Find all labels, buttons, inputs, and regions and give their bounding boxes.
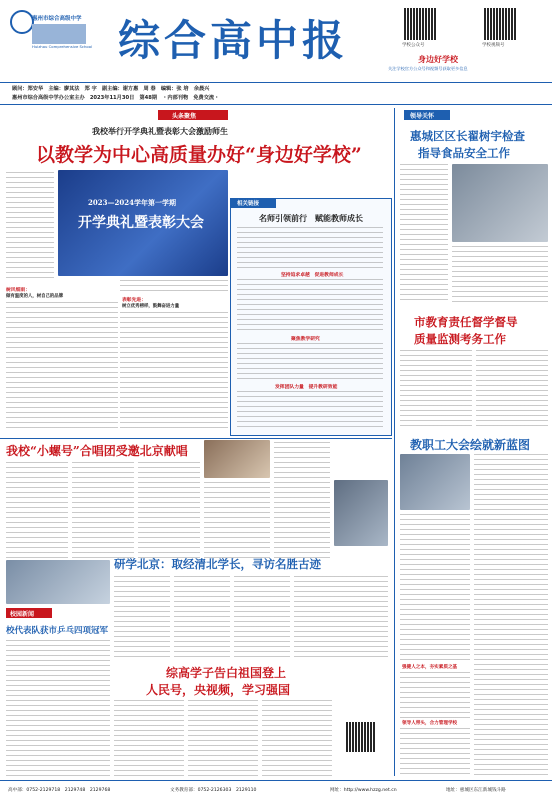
logo-seal-icon <box>10 10 34 34</box>
lead-text-col1 <box>6 172 54 278</box>
mid-headline: 我校“小螺号”合唱团受邀北京献唱 <box>6 444 188 458</box>
right-headline-4: 质量监测考务工作 <box>414 332 506 346</box>
right-text-3 <box>400 350 472 428</box>
right-sub-2: 领导人带头，合力管理学校 <box>402 721 458 726</box>
mid-headline-4: 人民号，央视频，学习强国 <box>146 683 291 697</box>
logo-caption: 惠州市综合高级中学 <box>32 16 82 22</box>
mid-text-9 <box>294 576 388 658</box>
side-heading: 表彰先进： <box>122 297 146 303</box>
right-text-9 <box>474 664 548 776</box>
right-text-8 <box>400 728 470 776</box>
related-text-1 <box>237 227 383 269</box>
slogan-title: 身边好学校 <box>418 54 458 64</box>
footer-rule <box>0 780 552 781</box>
lead-subtitle: 我校举行开学典礼暨表彰大会激励师生 <box>92 126 228 136</box>
qr-code-video <box>484 8 516 40</box>
bottom-left-headline: 校代表队获市乒乓四项冠军 <box>6 626 109 636</box>
related-title: 名师引领前行 赋能教师成长 <box>259 213 363 223</box>
mid-photo-2 <box>334 480 388 546</box>
school-logo <box>10 6 93 49</box>
right-headline-3: 市教育责任督学督导 <box>414 315 518 329</box>
right-photo-2 <box>400 454 470 510</box>
right-headline-5: 教职工大会绘就新蓝图 <box>410 438 531 452</box>
footer-phone-2: 文务教育部：0752-2126303 2129110 <box>170 788 257 793</box>
right-headline-1: 惠城区区长翟树宇检查 <box>410 129 525 143</box>
related-sub-2: 聚焦教学研究 <box>291 336 320 342</box>
right-text-7 <box>400 672 470 718</box>
bottom-left-text <box>6 640 110 776</box>
lead-text-col2 <box>6 302 118 430</box>
col-heading: 树风细雨： <box>6 287 30 293</box>
lead-photo <box>58 170 228 276</box>
related-box <box>230 198 392 436</box>
mid-text-7 <box>174 576 230 658</box>
related-sub-3: 发挥团队力量 提升教研效能 <box>275 384 338 390</box>
article-qr-code <box>346 722 376 752</box>
footer-url: 网址：http://www.hzzg.net.cn <box>330 788 397 793</box>
right-text-2 <box>452 246 548 304</box>
mid-text-6 <box>114 576 170 658</box>
photo-caption-2: 开学典礼暨表彰大会 <box>78 215 204 231</box>
mid-headline-2: 研学北京：取经清北学长，寻访名胜古迹 <box>114 557 321 571</box>
mid-photo-left <box>6 560 110 604</box>
lead-text-col4 <box>120 312 228 430</box>
bottom-kicker: 校园新闻 <box>10 610 35 618</box>
related-sub-1: 坚持追求卓越 促进教师成长 <box>281 272 344 278</box>
paper-title: 综合高中报 <box>118 16 349 65</box>
right-text-6 <box>474 454 548 660</box>
footer <box>0 782 552 800</box>
qr2-label: 学校视频号 <box>482 43 505 48</box>
divider-vertical <box>394 108 395 776</box>
lead-headline: 以教学为中心高质量办好“身边好学校” <box>36 144 362 166</box>
lead-kicker: 头条聚焦 <box>172 112 197 120</box>
mid-text-1 <box>6 462 68 558</box>
col-heading-2: 做有温度的人，树自己的品牌 <box>6 294 64 299</box>
divider-mid <box>0 438 392 439</box>
right-headline-2: 指导食品安全工作 <box>418 146 510 160</box>
mid-text-8 <box>234 576 290 658</box>
right-sub-1: 强健人之本，夯实素质之基 <box>402 665 458 670</box>
mid-headline-3: 综高学子告白祖国登上 <box>166 666 287 680</box>
info-line-1: 顾问：郑安华 主编：廖其法 郑 宇 副主编：谢方惠 周 春 编辑：张 培 余晨兴 <box>12 86 210 92</box>
mid-photo-1 <box>204 440 270 478</box>
footer-address: 地址：惠城区东江新城钱斗路 <box>446 788 506 793</box>
qr1-label: 学校公众号 <box>402 43 425 48</box>
footer-phone: 高中部：0752-2129718 2129748 2129768 <box>8 788 111 793</box>
mid-text-3 <box>138 462 200 558</box>
related-tag-label: 相关链接 <box>237 201 260 207</box>
mid-text-12 <box>262 700 332 776</box>
mid-text-4 <box>204 482 270 558</box>
right-text-1 <box>400 164 448 304</box>
related-text-2 <box>237 279 383 333</box>
lead-text-col3 <box>120 280 228 292</box>
related-text-4 <box>237 391 383 431</box>
divider-top <box>0 104 552 105</box>
right-text-5 <box>400 514 470 660</box>
masthead <box>0 0 552 78</box>
right-text-4 <box>476 350 548 428</box>
mid-text-2 <box>72 462 134 558</box>
logo-photo <box>32 24 86 44</box>
mid-text-10 <box>114 700 184 776</box>
mid-text-5 <box>274 442 330 558</box>
info-bar <box>0 82 552 103</box>
mid-text-11 <box>188 700 258 776</box>
right-photo-1 <box>452 164 548 242</box>
qr-code-official <box>404 8 436 40</box>
related-text-3 <box>237 343 383 381</box>
right-kicker: 领导关怀 <box>410 112 435 120</box>
photo-caption-1: 2023—2024学年第一学期 <box>88 198 176 207</box>
info-line-2: 惠州市综合高级中学办公室主办 2023年11月30日 第48期 ・内部刊物 免费交流・ <box>12 95 220 101</box>
side-heading-2: 树立优秀榜样，鼓舞奋进力量 <box>122 304 180 309</box>
slogan-sub: 关注学校官方公众号和视频号获取更多信息 <box>388 66 468 71</box>
logo-en-caption: Huizhou Comprehensive School <box>32 44 93 49</box>
